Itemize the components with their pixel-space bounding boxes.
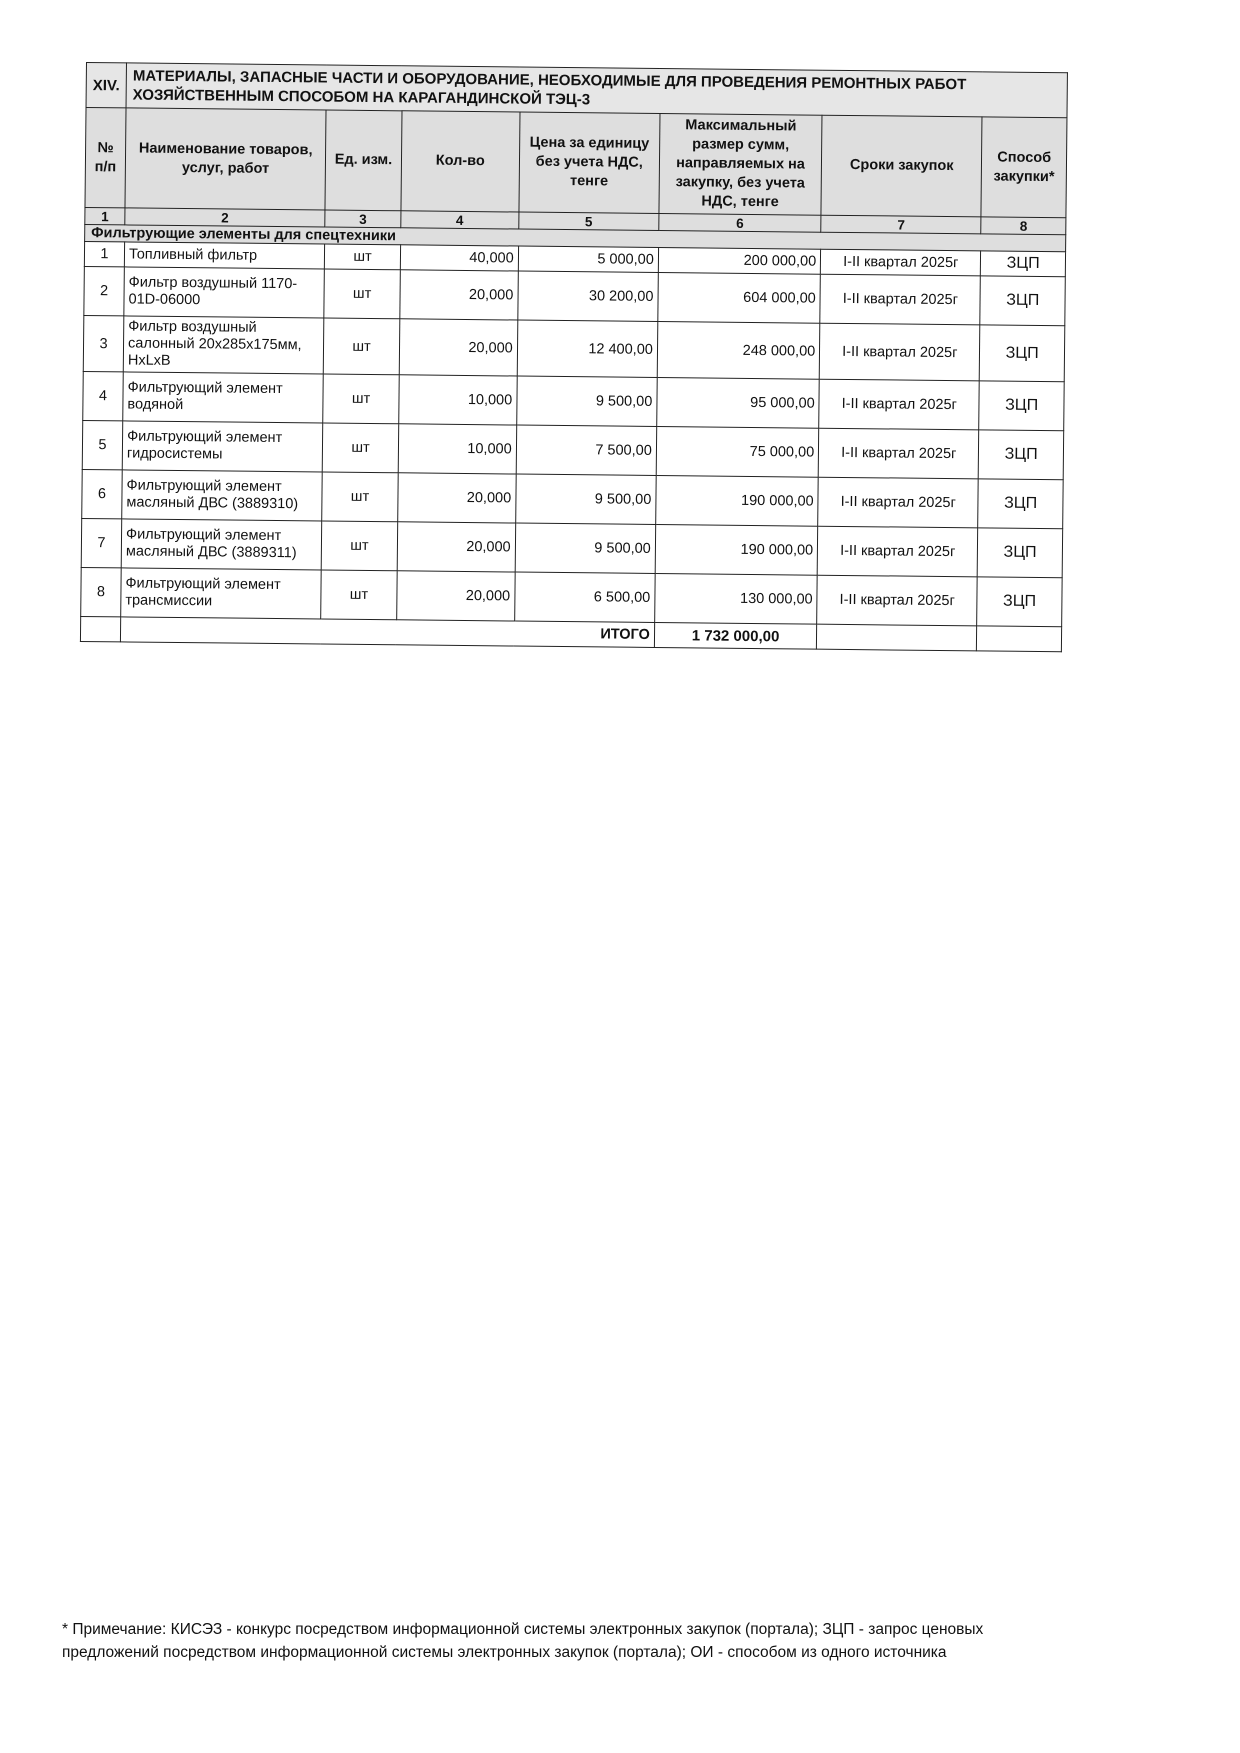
row-sum: 248 000,00 xyxy=(657,322,820,380)
row-number: 1 xyxy=(84,241,124,266)
row-unit: шт xyxy=(322,472,398,522)
row-unit: шт xyxy=(322,423,398,473)
row-method: ЗЦП xyxy=(981,251,1066,277)
row-name: Топливный фильтр xyxy=(124,242,324,269)
row-price: 9 500,00 xyxy=(516,376,657,426)
row-period: I-II квартал 2025г xyxy=(819,323,980,381)
row-price: 5 000,00 xyxy=(518,246,658,272)
col-index: 7 xyxy=(821,215,981,234)
row-qty: 20,000 xyxy=(399,319,517,376)
col-index: 8 xyxy=(981,217,1066,235)
row-number: 3 xyxy=(83,315,124,371)
row-unit: шт xyxy=(321,521,397,571)
footnote: * Примечание: КИСЭЗ - конкурс посредством информационной системы электронных закупок (портала); ЗЦП - запрос ценовых предложений посредством информационной системы электронных закупок (портала); ОИ - способом из одного источника xyxy=(62,1621,984,1661)
row-qty: 40,000 xyxy=(400,245,518,271)
row-price: 9 500,00 xyxy=(515,523,656,573)
row-period: I-II квартал 2025г xyxy=(819,379,980,430)
row-qty: 20,000 xyxy=(398,473,516,523)
col-header-method: Способ закупки* xyxy=(981,117,1067,218)
row-sum: 130 000,00 xyxy=(655,573,818,624)
procurement-table-sheet xyxy=(80,62,1068,652)
row-method: ЗЦП xyxy=(980,325,1065,382)
row-sum: 190 000,00 xyxy=(656,475,819,526)
col-index: 6 xyxy=(659,214,822,233)
row-name: Фильтрующий элемент водяной xyxy=(123,372,324,423)
row-name: Фильтрующий элемент гидросистемы xyxy=(122,421,323,472)
row-method: ЗЦП xyxy=(977,577,1062,627)
row-sum: 95 000,00 xyxy=(657,377,820,428)
total-empty-cell xyxy=(80,616,120,641)
row-method: ЗЦП xyxy=(979,430,1064,480)
group-title: Фильтрующие элементы для спецтехники xyxy=(85,224,1066,251)
row-qty: 20,000 xyxy=(397,522,515,572)
row-method: ЗЦП xyxy=(980,276,1065,326)
row-period: I-II квартал 2025г xyxy=(818,477,979,528)
row-name: Фильтрующий элемент трансмиссии xyxy=(121,568,322,619)
row-price: 9 500,00 xyxy=(515,474,656,524)
row-name: Фильтрующий элемент масляный ДВС (3889310) xyxy=(122,470,323,521)
col-index: 3 xyxy=(325,210,401,228)
col-index: 5 xyxy=(519,212,659,230)
row-method: ЗЦП xyxy=(979,381,1064,431)
col-index: 1 xyxy=(85,207,125,224)
row-number: 2 xyxy=(84,266,125,315)
total-empty-cell xyxy=(977,626,1062,652)
row-qty: 10,000 xyxy=(398,424,516,474)
row-price: 6 500,00 xyxy=(514,572,655,622)
col-index: 4 xyxy=(401,211,519,229)
row-period: I-II квартал 2025г xyxy=(821,249,981,276)
row-method: ЗЦП xyxy=(978,479,1063,529)
table-row xyxy=(83,315,1065,381)
row-qty: 10,000 xyxy=(399,375,517,425)
row-number: 6 xyxy=(82,469,123,518)
section-title: МАТЕРИАЛЫ, ЗАПАСНЫЕ ЧАСТИ И ОБОРУДОВАНИЕ, НЕОБХОДИМЫЕ ДЛЯ ПРОВЕДЕНИЯ РЕМОНТНЫХ РАБОТ ХОЗЯЙСТВЕННЫМ СПОСОБОМ НА КАРАГАНДИНСКОЙ ТЭЦ-3 xyxy=(126,63,1067,118)
procurement-table xyxy=(80,62,1068,652)
total-value: 1 732 000,00 xyxy=(654,622,817,649)
row-number: 4 xyxy=(83,371,124,420)
row-sum: 190 000,00 xyxy=(655,524,818,575)
row-unit: шт xyxy=(324,269,400,319)
row-price: 30 200,00 xyxy=(518,271,659,321)
total-label: ИТОГО xyxy=(120,617,654,648)
row-period: I-II квартал 2025г xyxy=(817,575,978,626)
col-header-unit: Ед. изм. xyxy=(325,110,402,211)
row-unit: шт xyxy=(325,244,401,270)
col-header-period: Сроки закупок xyxy=(821,115,982,217)
row-sum: 200 000,00 xyxy=(658,248,821,275)
row-period: I-II квартал 2025г xyxy=(817,526,978,577)
row-number: 5 xyxy=(82,420,123,469)
row-price: 12 400,00 xyxy=(517,320,658,377)
row-name: Фильтр воздушный 1170-01D-06000 xyxy=(124,267,325,318)
column-header-row xyxy=(85,108,1067,218)
row-name: Фильтр воздушный салонный 20х285х175мм, HxLxB xyxy=(123,316,324,374)
row-sum: 604 000,00 xyxy=(658,273,821,324)
row-unit: шт xyxy=(321,570,397,620)
total-empty-cell xyxy=(817,624,977,651)
row-qty: 20,000 xyxy=(397,571,515,621)
row-unit: шт xyxy=(323,318,399,375)
col-header-number: № п/п xyxy=(85,108,126,208)
row-period: I-II квартал 2025г xyxy=(818,428,979,479)
row-price: 7 500,00 xyxy=(516,425,657,475)
row-unit: шт xyxy=(323,374,399,424)
col-header-name: Наименование товаров, услуг, работ xyxy=(125,108,326,210)
col-header-price: Цена за единицу без учета НДС, тенге xyxy=(519,112,660,213)
col-index: 2 xyxy=(125,208,325,227)
section-number: XIV. xyxy=(86,63,127,108)
row-number: 7 xyxy=(81,518,122,567)
row-sum: 75 000,00 xyxy=(656,426,819,477)
row-name: Фильтрующий элемент масляный ДВС (3889311) xyxy=(121,519,322,570)
row-qty: 20,000 xyxy=(400,270,518,320)
row-method: ЗЦП xyxy=(978,528,1063,578)
row-number: 8 xyxy=(81,567,122,616)
row-period: I-II квартал 2025г xyxy=(820,274,981,325)
col-header-sum: Максимальный размер сумм, направляемых на закупку, без учета НДС, тенге xyxy=(659,114,822,216)
col-header-qty: Кол-во xyxy=(401,111,520,212)
